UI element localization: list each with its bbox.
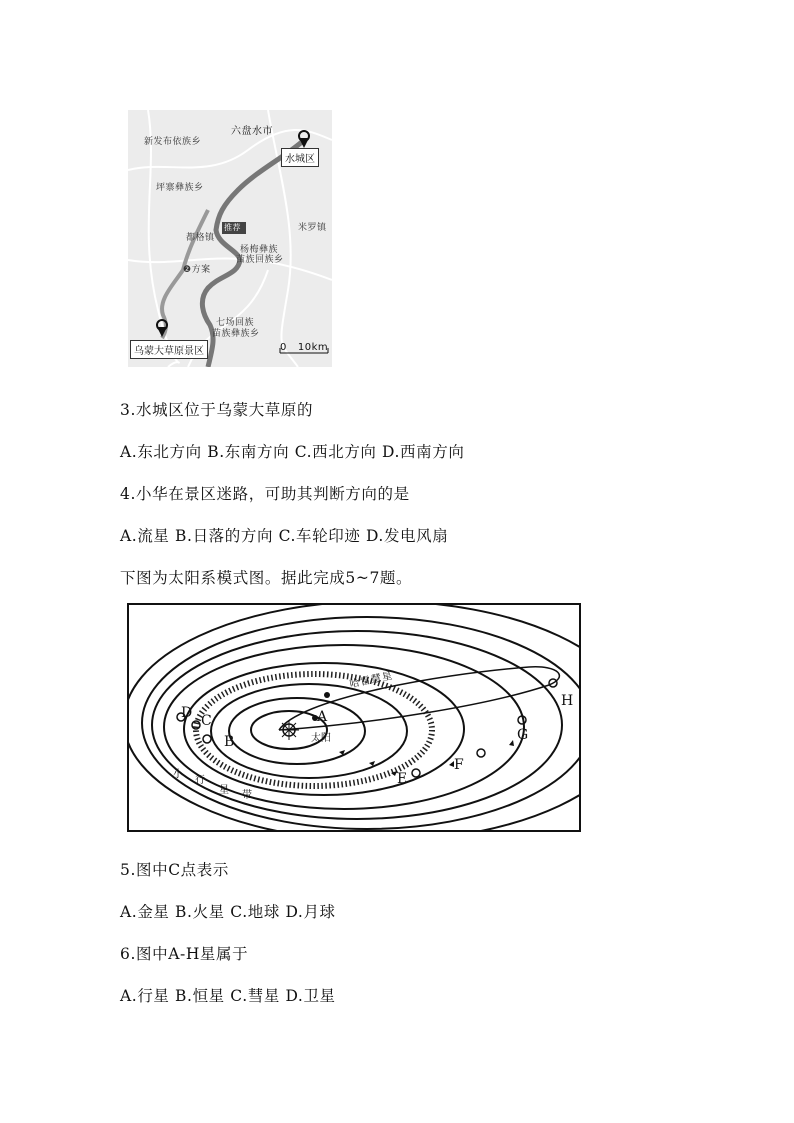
planet-label-e: E: [397, 771, 408, 787]
label-qichang: 七场回族: [216, 318, 255, 328]
comet-label: 哈雷慧星: [348, 670, 395, 691]
label-shuicheng: 水城区: [281, 148, 319, 167]
intro-text: 下图为太阳系模式图。据此完成5~7题。: [120, 569, 413, 587]
label-recommend: 推荐: [224, 223, 241, 232]
solar-graphic: [129, 605, 579, 830]
orbits: [129, 605, 579, 830]
label-xinfa: 新发布依族乡: [144, 137, 202, 147]
question-4-options: A.流星 B.日落的方向 C.车轮印迹 D.发电风扇: [120, 527, 449, 545]
question-6-options: A.行星 B.恒星 C.彗星 D.卫星: [120, 987, 336, 1005]
question-6: 6.图中A-H星属于: [120, 945, 249, 963]
planet-label-g: G: [517, 727, 529, 743]
belt-label-1: 小: [173, 769, 183, 780]
label-laluo: 米罗镇: [298, 223, 327, 233]
planet-label-b: B: [224, 734, 235, 750]
planet-label-c: C: [201, 713, 212, 729]
question-5: 5.图中C点表示: [120, 861, 229, 879]
label-liupanshui: 六盘水市: [231, 126, 273, 137]
label-duge: 都格镇: [186, 233, 215, 243]
sun-label: 太阳: [311, 733, 331, 744]
planet-label-h: H: [561, 693, 574, 709]
route-map: [128, 110, 332, 367]
label-miaozu: 苗族回族乡: [236, 255, 284, 265]
label-scale: 0 10km: [280, 342, 329, 353]
question-5-options: A.金星 B.火星 C.地球 D.月球: [120, 903, 336, 921]
label-wumeng: 乌蒙大草原景区: [130, 340, 208, 359]
sun-icon: [279, 720, 299, 740]
belt-label-3: 星: [219, 785, 229, 796]
label-yangmei: 杨梅彝族: [240, 245, 279, 255]
belt-label-4: 带: [242, 790, 252, 801]
planet-label-d: D: [181, 705, 193, 721]
label-pingzhai: 坪寨彝族乡: [156, 183, 204, 193]
label-plan2: ❷方案: [183, 265, 211, 275]
question-4: 4.小华在景区迷路，可助其判断方向的是: [120, 485, 410, 503]
belt-label-2: 行: [195, 775, 205, 786]
label-miaozu2: 苗族彝族乡: [212, 329, 260, 339]
planet-label-f: F: [454, 757, 464, 773]
question-3-options: A.东北方向 B.东南方向 C.西北方向 D.西南方向: [120, 443, 465, 461]
planet-label-a: A: [317, 709, 328, 725]
solar-system-diagram: [127, 603, 581, 832]
comet-icon: [324, 692, 330, 698]
question-3: 3.水城区位于乌蒙大草原的: [120, 401, 314, 419]
